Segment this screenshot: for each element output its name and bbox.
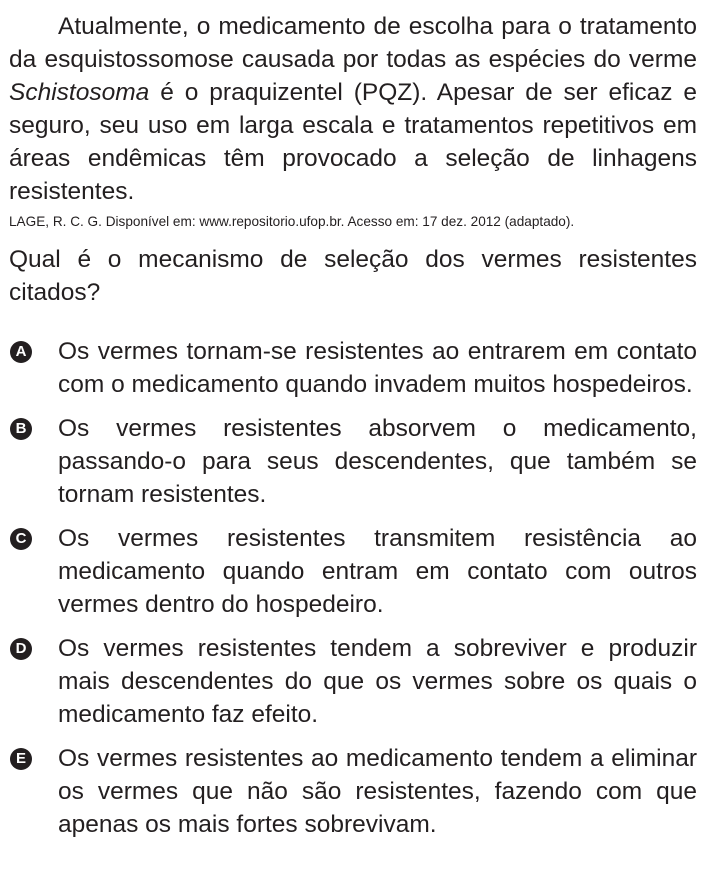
option-d-letter-badge: D [10, 638, 32, 660]
source-citation: LAGE, R. C. G. Disponível em: www.repositorio.ufop.br. Acesso em: 17 dez. 2012 (adaptado). [9, 214, 575, 229]
option-b-letter-badge: B [10, 418, 32, 440]
option-a-letter-badge: A [10, 341, 32, 363]
option-e-letter-badge: E [10, 748, 32, 770]
intro-paragraph [9, 10, 697, 208]
option-d-text: Os vermes resistentes tendem a sobreviver e produzir mais descendentes do que os vermes sobre os quais o medicamento faz efeito. [58, 635, 697, 728]
option-a[interactable] [9, 335, 697, 401]
intro-text-start: Atualmente, o medicamento de escolha para o tratamento da esquistossomose causada por todas as espécies do verme [9, 13, 697, 73]
option-e[interactable] [9, 742, 697, 841]
option-e-text: Os vermes resistentes ao medicamento tendem a eliminar os vermes que não são resistentes, fazendo com que apenas os mais fortes sobrevivam. [58, 745, 697, 838]
option-c[interactable] [9, 522, 697, 621]
options-list [9, 335, 697, 841]
option-a-text: Os vermes tornam-se resistentes ao entrarem em contato com o medicamento quando invadem muitos hospedeiros. [58, 338, 697, 398]
option-c-letter-badge: C [10, 528, 32, 550]
question-text: Qual é o mecanismo de seleção dos vermes resistentes citados? [9, 246, 697, 306]
option-b-text: Os vermes resistentes absorvem o medicamento, passando-o para seus descendentes, que também se tornam resistentes. [58, 415, 697, 508]
intro-italic-genus: Schistosoma [9, 79, 150, 106]
intro-text-end: é o praquizentel (PQZ). Apesar de ser eficaz e seguro, seu uso em larga escala e tratamentos repetitivos em áreas endêmicas têm provocado a seleção de linhagens resistentes. [9, 79, 697, 205]
option-d[interactable] [9, 632, 697, 731]
option-b[interactable] [9, 412, 697, 511]
question-page [9, 10, 697, 852]
option-c-text: Os vermes resistentes transmitem resistência ao medicamento quando entram em contato com outros vermes dentro do hospedeiro. [58, 525, 697, 618]
